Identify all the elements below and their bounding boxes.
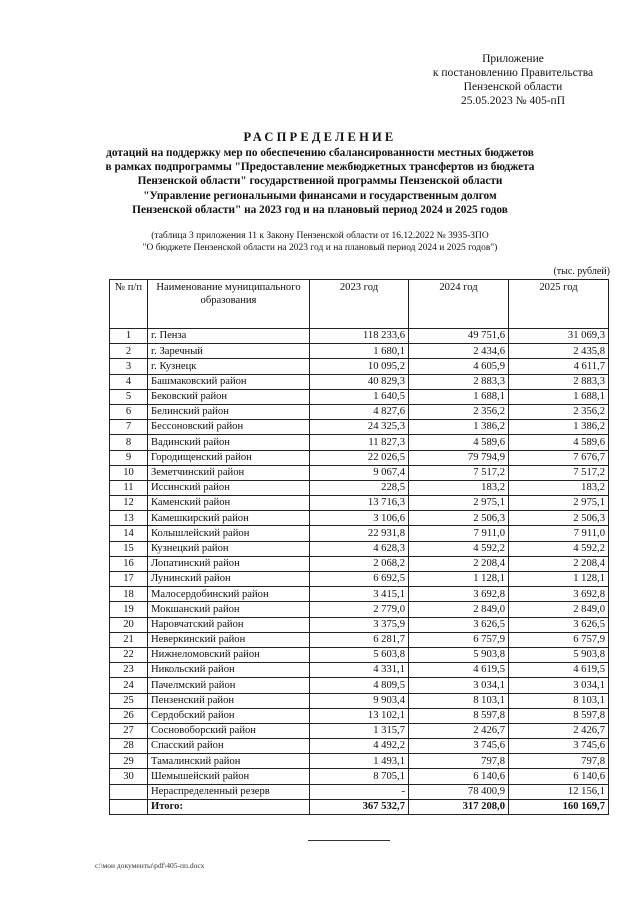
title-line: Пензенской области" на 2023 год и на плановый период 2024 и 2025 годов (132, 203, 508, 216)
value-2024: 2 434,6 (409, 344, 509, 359)
value-2023: 1 315,7 (310, 723, 409, 738)
table-row (110, 496, 609, 511)
municipality-name: Сосновоборский район (148, 723, 310, 738)
value-2025: 2 426,7 (509, 723, 609, 738)
value-2023: 9 067,4 (310, 465, 409, 480)
total-value-2023: 367 532,7 (310, 799, 409, 814)
value-2025: 12 156,1 (509, 784, 609, 799)
row-number: 6 (110, 404, 148, 419)
divider-line (308, 840, 390, 841)
value-2025: 2 356,2 (509, 404, 609, 419)
table-row (110, 587, 609, 602)
title-line: дотаций на поддержку мер по обеспечению сбалансированности местных бюджетов (106, 147, 534, 159)
row-number: 24 (110, 678, 148, 693)
municipality-name: Иссинский район (148, 480, 310, 495)
value-2024: 183,2 (409, 480, 509, 495)
municipality-name: Наровчатский район (148, 617, 310, 632)
value-2023: 8 705,1 (310, 769, 409, 784)
table-row (110, 511, 609, 526)
value-2023: 3 375,9 (310, 617, 409, 632)
value-2024: 2 426,7 (409, 723, 509, 738)
row-number: 30 (110, 769, 148, 784)
header-2023: 2023 год (310, 280, 409, 329)
table-row (110, 344, 609, 359)
total-value-2024: 317 208,0 (409, 799, 509, 814)
appendix-line: к постановлению Правительства (432, 67, 594, 79)
total-label: Итого: (148, 799, 310, 814)
table-row (110, 602, 609, 617)
table-row (110, 617, 609, 632)
value-2025: 7 517,2 (509, 465, 609, 480)
value-2025: 4 592,2 (509, 541, 609, 556)
value-2023: 9 903,4 (310, 693, 409, 708)
row-number (110, 784, 148, 799)
municipality-name: Земетчинский район (148, 465, 310, 480)
value-2025: 1 128,1 (509, 572, 609, 587)
value-2025: 6 757,9 (509, 632, 609, 647)
value-2025: 3 626,5 (509, 617, 609, 632)
municipality-name: Бековский район (148, 389, 310, 404)
table-body (110, 329, 609, 815)
note-line: "О бюджете Пензенской области на 2023 год и на плановый период 2024 и 2025 годов") (142, 243, 498, 253)
row-number: 19 (110, 602, 148, 617)
appendix-line: Пензенской области (463, 81, 563, 93)
value-2024: 6 757,9 (409, 632, 509, 647)
value-2024: 8 597,8 (409, 708, 509, 723)
value-2024: 7 517,2 (409, 465, 509, 480)
value-2023: 2 068,2 (310, 556, 409, 571)
title-line: в рамках подпрограммы "Предоставление межбюджетных трансфертов из бюджета (105, 161, 535, 174)
table-row (110, 708, 609, 723)
municipality-name: Колышлейский район (148, 526, 310, 541)
title-text (60, 146, 580, 217)
municipality-name: Никольский район (148, 663, 310, 678)
municipality-name: Малосердобинский район (148, 587, 310, 602)
value-2023: 24 325,3 (310, 420, 409, 435)
value-2024: 49 751,6 (409, 329, 509, 344)
row-number: 13 (110, 511, 148, 526)
value-2025: 7 911,0 (509, 526, 609, 541)
header-number: № п/п (110, 280, 148, 329)
value-2023: 4 809,5 (310, 678, 409, 693)
value-2025: 1 386,2 (509, 420, 609, 435)
municipality-name: Городищенский район (148, 450, 310, 465)
value-2025: 4 589,6 (509, 435, 609, 450)
municipality-name: Пачелмский район (148, 678, 310, 693)
value-2023: 4 331,1 (310, 663, 409, 678)
value-2024: 4 592,2 (409, 541, 509, 556)
row-number: 4 (110, 374, 148, 389)
table-row (110, 556, 609, 571)
table-row (110, 404, 609, 419)
table-row (110, 632, 609, 647)
value-2025: 2 506,3 (509, 511, 609, 526)
row-number: 10 (110, 465, 148, 480)
value-2024: 2 975,1 (409, 496, 509, 511)
value-2025: 8 597,8 (509, 708, 609, 723)
value-2024: 8 103,1 (409, 693, 509, 708)
municipality-name: Камешкирский район (148, 511, 310, 526)
municipality-name: Мокшанский район (148, 602, 310, 617)
value-2025: 31 069,3 (509, 329, 609, 344)
table-row (110, 465, 609, 480)
table-row (110, 359, 609, 374)
value-2025: 4 619,5 (509, 663, 609, 678)
table-row (110, 329, 609, 344)
table-row (110, 389, 609, 404)
municipality-name: Вадинский район (148, 435, 310, 450)
appendix-block (398, 52, 628, 108)
value-2024: 4 619,5 (409, 663, 509, 678)
table-header-row (110, 280, 609, 329)
row-number: 2 (110, 344, 148, 359)
row-number: 22 (110, 647, 148, 662)
value-2024: 3 034,1 (409, 678, 509, 693)
value-2025: 8 103,1 (509, 693, 609, 708)
row-number: 17 (110, 572, 148, 587)
value-2025: 6 140,6 (509, 769, 609, 784)
table-row (110, 450, 609, 465)
row-number: 15 (110, 541, 148, 556)
value-2023: 10 095,2 (310, 359, 409, 374)
municipality-name: Сердобский район (148, 708, 310, 723)
value-2025: 7 676,7 (509, 450, 609, 465)
municipality-name: Спасский район (148, 739, 310, 754)
note-line: (таблица 3 приложения 11 к Закону Пензенской области от 16.12.2022 № 3935-ЗПО (151, 231, 489, 241)
table-row (110, 374, 609, 389)
value-2025: 183,2 (509, 480, 609, 495)
row-number: 29 (110, 754, 148, 769)
table-row (110, 784, 609, 799)
municipality-name: Неверкинский район (148, 632, 310, 647)
row-number: 28 (110, 739, 148, 754)
value-2023: 22 931,8 (310, 526, 409, 541)
appendix-line: 25.05.2023 № 405-пП (460, 95, 565, 107)
value-2024: 3 626,5 (409, 617, 509, 632)
title-line: "Управление региональными финансами и государственным долгом (143, 189, 497, 202)
header-municipality: Наименование муниципального образования (148, 280, 310, 329)
row-number: 14 (110, 526, 148, 541)
value-2024: 1 128,1 (409, 572, 509, 587)
appendix-line: Приложение (482, 53, 544, 65)
row-number: 26 (110, 708, 148, 723)
value-2023: 6 692,5 (310, 572, 409, 587)
file-path-footer: c:\мои документы\pdf\405-пп.docx (95, 861, 205, 870)
value-2023: 13 716,3 (310, 496, 409, 511)
municipality-name: г. Заречный (148, 344, 310, 359)
row-number: 21 (110, 632, 148, 647)
value-2023: 3 106,6 (310, 511, 409, 526)
value-2023: 4 628,3 (310, 541, 409, 556)
row-number: 7 (110, 420, 148, 435)
value-2023: 5 603,8 (310, 647, 409, 662)
value-2023: 4 827,6 (310, 404, 409, 419)
table-row (110, 754, 609, 769)
value-2023: 4 492,2 (310, 739, 409, 754)
municipality-name: г. Пенза (148, 329, 310, 344)
municipality-name: Пензенский район (148, 693, 310, 708)
row-number: 27 (110, 723, 148, 738)
value-2023: 118 233,6 (310, 329, 409, 344)
row-number: 18 (110, 587, 148, 602)
value-2024: 5 903,8 (409, 647, 509, 662)
value-2023: 3 415,1 (310, 587, 409, 602)
municipality-name: Лунинский район (148, 572, 310, 587)
value-2025: 1 688,1 (509, 389, 609, 404)
value-2025: 5 903,8 (509, 647, 609, 662)
municipality-name: Тамалинский район (148, 754, 310, 769)
value-2023: 228,5 (310, 480, 409, 495)
value-2024: 2 356,2 (409, 404, 509, 419)
value-2024: 6 140,6 (409, 769, 509, 784)
law-reference-note (70, 230, 570, 254)
row-number: 3 (110, 359, 148, 374)
value-2025: 3 745,6 (509, 739, 609, 754)
value-2023: 11 827,3 (310, 435, 409, 450)
distribution-table (109, 279, 609, 815)
row-number: 12 (110, 496, 148, 511)
table-row (110, 420, 609, 435)
row-number: 11 (110, 480, 148, 495)
value-2023: 1 680,1 (310, 344, 409, 359)
row-number: 23 (110, 663, 148, 678)
total-number (110, 799, 148, 814)
table-row (110, 693, 609, 708)
value-2023: 6 281,7 (310, 632, 409, 647)
value-2025: 2 975,1 (509, 496, 609, 511)
value-2024: 3 745,6 (409, 739, 509, 754)
title-heading: РАСПРЕДЕЛЕНИЕ (243, 130, 397, 144)
header-2024: 2024 год (409, 280, 509, 329)
table-row (110, 526, 609, 541)
row-number: 20 (110, 617, 148, 632)
value-2025: 2 435,8 (509, 344, 609, 359)
value-2025: 3 034,1 (509, 678, 609, 693)
value-2023: 22 026,5 (310, 450, 409, 465)
table-row (110, 723, 609, 738)
value-2025: 2 208,4 (509, 556, 609, 571)
row-number: 1 (110, 329, 148, 344)
value-2024: 1 688,1 (409, 389, 509, 404)
value-2023: 1 640,5 (310, 389, 409, 404)
municipality-name: Лопатинский район (148, 556, 310, 571)
table-row (110, 541, 609, 556)
municipality-name: Башмаковский район (148, 374, 310, 389)
municipality-name: Нераспределенный резерв (148, 784, 310, 799)
table-row (110, 435, 609, 450)
total-row (110, 799, 609, 814)
value-2025: 797,8 (509, 754, 609, 769)
row-number: 25 (110, 693, 148, 708)
table-row (110, 769, 609, 784)
value-2023: - (310, 784, 409, 799)
value-2024: 2 506,3 (409, 511, 509, 526)
municipality-name: Нижнеломовский район (148, 647, 310, 662)
value-2024: 4 605,9 (409, 359, 509, 374)
value-2025: 4 611,7 (509, 359, 609, 374)
municipality-name: г. Кузнецк (148, 359, 310, 374)
row-number: 8 (110, 435, 148, 450)
value-2024: 3 692,8 (409, 587, 509, 602)
value-2025: 3 692,8 (509, 587, 609, 602)
value-2024: 797,8 (409, 754, 509, 769)
value-2024: 78 400,9 (409, 784, 509, 799)
value-2024: 2 208,4 (409, 556, 509, 571)
table-row (110, 647, 609, 662)
table-row (110, 663, 609, 678)
table-row (110, 739, 609, 754)
municipality-name: Бессоновский район (148, 420, 310, 435)
value-2024: 79 794,9 (409, 450, 509, 465)
value-2023: 1 493,1 (310, 754, 409, 769)
value-2025: 2 883,3 (509, 374, 609, 389)
municipality-name: Шемышейский район (148, 769, 310, 784)
row-number: 5 (110, 389, 148, 404)
value-2023: 13 102,1 (310, 708, 409, 723)
value-2023: 2 779,0 (310, 602, 409, 617)
value-2024: 4 589,6 (409, 435, 509, 450)
value-2024: 2 883,3 (409, 374, 509, 389)
table-row (110, 572, 609, 587)
units-label: (тыс. рублей) (553, 266, 610, 277)
total-value-2025: 160 169,7 (509, 799, 609, 814)
value-2024: 2 849,0 (409, 602, 509, 617)
header-2025: 2025 год (509, 280, 609, 329)
title-line: Пензенской области" государственной программы Пензенской области (137, 175, 503, 188)
municipality-name: Каменский район (148, 496, 310, 511)
value-2025: 2 849,0 (509, 602, 609, 617)
municipality-name: Белинский район (148, 404, 310, 419)
value-2024: 7 911,0 (409, 526, 509, 541)
row-number: 16 (110, 556, 148, 571)
table-row (110, 678, 609, 693)
document-title (60, 130, 580, 217)
value-2023: 40 829,3 (310, 374, 409, 389)
value-2024: 1 386,2 (409, 420, 509, 435)
row-number: 9 (110, 450, 148, 465)
municipality-name: Кузнецкий район (148, 541, 310, 556)
table-row (110, 480, 609, 495)
